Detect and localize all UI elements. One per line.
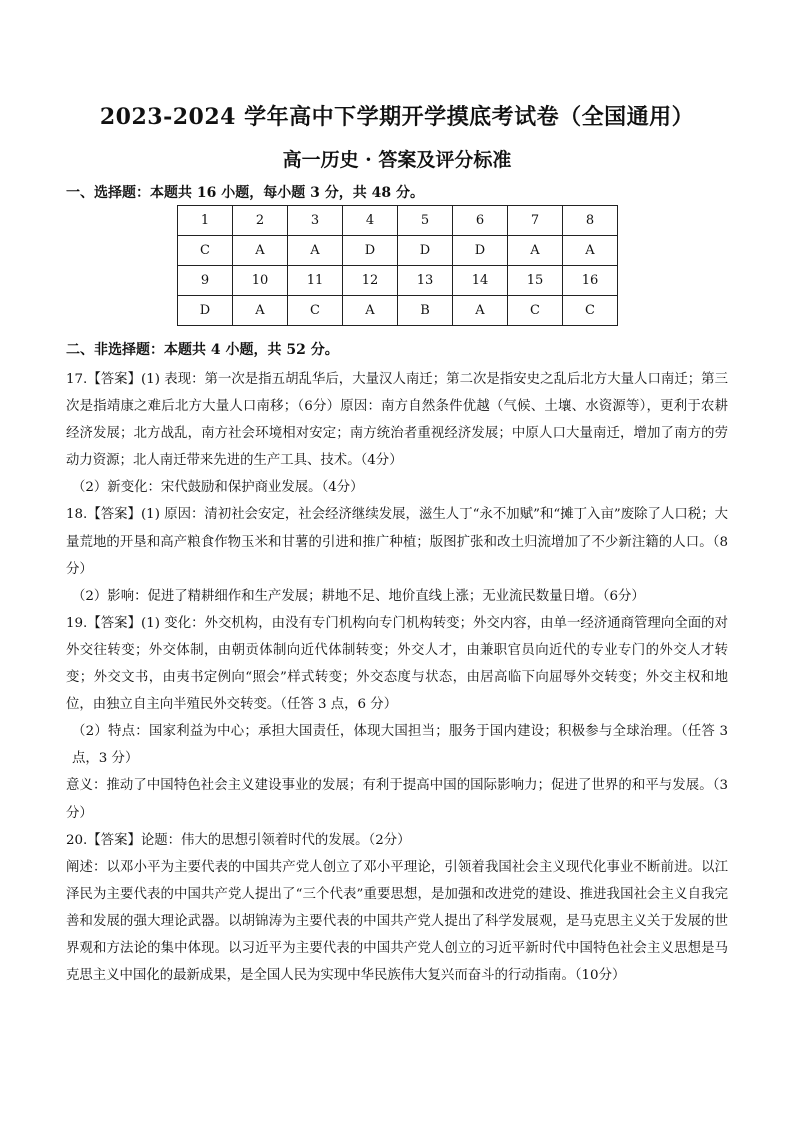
- page-title: 2023-2024 学年高中下学期开学摸底考试卷（全国通用）: [99, 104, 695, 130]
- table-cell: 5: [398, 206, 453, 236]
- table-cell: C: [508, 296, 563, 326]
- section-choice-heading: 一、选择题：本题共 16 小题，每小题 3 分，共 48 分。: [66, 185, 424, 201]
- table-cell: 6: [453, 206, 508, 236]
- q18-part1: 18.【答案】(1) 原因：清初社会安定，社会经济继续发展，滋生人丁“永不加赋”和“摊丁入亩”废除了人口税；大量荒地的开垦和高产粮食作物玉米和甘薯的引进和推广种植；版图扩张和改土归流增加了不少新注籍的人口。（8分）: [66, 507, 728, 577]
- table-cell: 9: [178, 266, 233, 296]
- q19-part2: （2）特点：国家利益为中心；承担大国责任，体现大国担当；服务于国内建设；积极参与全球治理。（任答 3 点，3 分）: [72, 724, 728, 767]
- table-cell: 15: [508, 266, 563, 296]
- table-row: [178, 266, 618, 296]
- table-cell: A: [288, 236, 343, 266]
- section-nonchoice-heading: 二、非选择题：本题共 4 小题，共 52 分。: [66, 342, 339, 358]
- table-cell: C: [288, 296, 343, 326]
- page-subtitle: 高一历史 · 答案及评分标准: [282, 149, 512, 171]
- table-cell: 8: [563, 206, 618, 236]
- table-cell: B: [398, 296, 453, 326]
- table-cell: 1: [178, 206, 233, 236]
- table-cell: D: [178, 296, 233, 326]
- table-cell: 14: [453, 266, 508, 296]
- table-cell: A: [343, 296, 398, 326]
- table-cell: A: [233, 236, 288, 266]
- table-row: [178, 296, 618, 326]
- table-cell: 7: [508, 206, 563, 236]
- table-row: [178, 236, 618, 266]
- table-cell: A: [508, 236, 563, 266]
- table-cell: D: [453, 236, 508, 266]
- table-row: [178, 206, 618, 236]
- q20-elaboration: 阐述：以邓小平为主要代表的中国共产党人创立了邓小平理论，引领着我国社会主义现代化事业不断前进。以江泽民为主要代表的中国共产党人提出了“三个代表”重要思想，是加强和改进党的建设、推进我国社会主义自我完善和发展的强大理论武器。以胡锦涛为主要代表的中国共产党人提出了科学发展观，是马克思主义关于发展的世界观和方法论的集中体现。以习近平为主要代表的中国共产党人创立的习近平新时代中国特色社会主义思想是马克思主义中国化的最新成果，是全国人民为实现中华民族伟大复兴而奋斗的行动指南。（10分）: [66, 859, 728, 984]
- table-cell: C: [178, 236, 233, 266]
- q17-part2: （2）新变化：宋代鼓励和保护商业发展。（4分）: [72, 480, 364, 496]
- q18-part2: （2）影响：促进了精耕细作和生产发展；耕地不足、地价直线上涨；无业流民数量日增。（6分）: [72, 588, 645, 604]
- table-cell: D: [398, 236, 453, 266]
- table-cell: 3: [288, 206, 343, 236]
- table-cell: A: [453, 296, 508, 326]
- q19-part1: 19.【答案】(1) 变化：外交机构，由没有专门机构向专门机构转变；外交内容，由单一经济通商管理向全面的对外交往转变；外交体制，由朝贡体制向近代体制转变；外交人才，由兼职官员向近代的专业专门的外交人才转变；外交文书，由夷书定例向“照会”样式转变；外交态度与状态，由居高临下向屈辱外交转变；外交主权和地位，由独立自主向半殖民外交转变。（任答 3 点，6 分）: [66, 615, 728, 713]
- table-cell: D: [343, 236, 398, 266]
- answer-body: [66, 366, 728, 989]
- table-cell: 16: [563, 266, 618, 296]
- q17-part1: 17.【答案】(1) 表现：第一次是指五胡乱华后，大量汉人南迁；第二次是指安史之乱后北方大量人口南迁；第三次是指靖康之难后北方大量人口南移；（6分）原因：南方自然条件优越（气候、土壤、水资源等），更利于农耕经济发展；北方战乱，南方社会环境相对安定；南方统治者重视经济发展；中原人口大量南迁，增加了南方的劳动力资源；北人南迁带来先进的生产工具、技术。（4分）: [66, 372, 728, 469]
- table-cell: 11: [288, 266, 343, 296]
- q19-significance: 意义：推动了中国特色社会主义建设事业的发展；有利于提高中国的国际影响力；促进了世界的和平与发展。（3分）: [66, 778, 728, 821]
- table-cell: 4: [343, 206, 398, 236]
- table-cell: 12: [343, 266, 398, 296]
- table-cell: A: [233, 296, 288, 326]
- table-cell: 10: [233, 266, 288, 296]
- q20-thesis: 20.【答案】论题：伟大的思想引领着时代的发展。（2分）: [66, 832, 411, 848]
- table-cell: 2: [233, 206, 288, 236]
- table-cell: 13: [398, 266, 453, 296]
- answer-table: [177, 205, 618, 326]
- table-cell: C: [563, 296, 618, 326]
- table-cell: A: [563, 236, 618, 266]
